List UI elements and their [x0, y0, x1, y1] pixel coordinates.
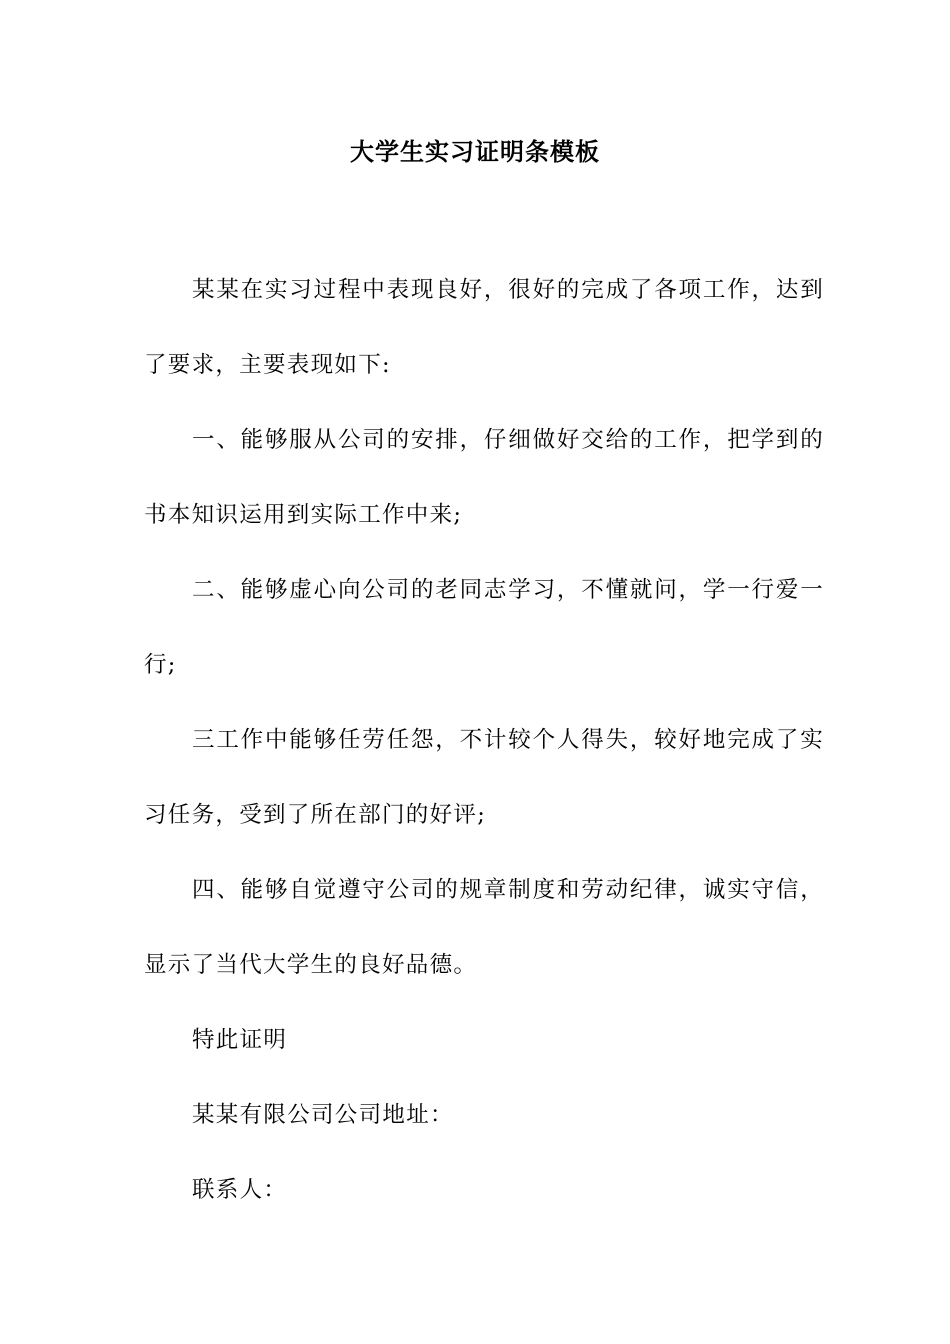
- document-body: [144, 253, 824, 1228]
- document-title: 大学生实习证明条模板: [350, 137, 600, 166]
- paragraph-certify: 特此证明: [192, 1027, 288, 1053]
- paragraph-item-2: 二、能够虚心向公司的老同志学习，不懂就问，学一行爱一行;: [144, 577, 824, 678]
- paragraph-contact: 联系人：: [192, 1177, 288, 1203]
- paragraph-company-address: 某某有限公司公司地址：: [192, 1102, 454, 1128]
- paragraph-item-1: 一、能够服从公司的安排，仔细做好交给的工作，把学到的书本知识运用到实际工作中来;: [144, 427, 824, 528]
- paragraph-item-4: 四、能够自觉遵守公司的规章制度和劳动纪律，诚实守信，显示了当代大学生的良好品德。: [144, 877, 824, 978]
- paragraph-intro: 某某在实习过程中表现良好，很好的完成了各项工作，达到了要求，主要表现如下:: [144, 277, 824, 378]
- paragraph-item-3: 三工作中能够任劳任怨，不计较个人得失，较好地完成了实习任务，受到了所在部门的好评;: [144, 727, 824, 828]
